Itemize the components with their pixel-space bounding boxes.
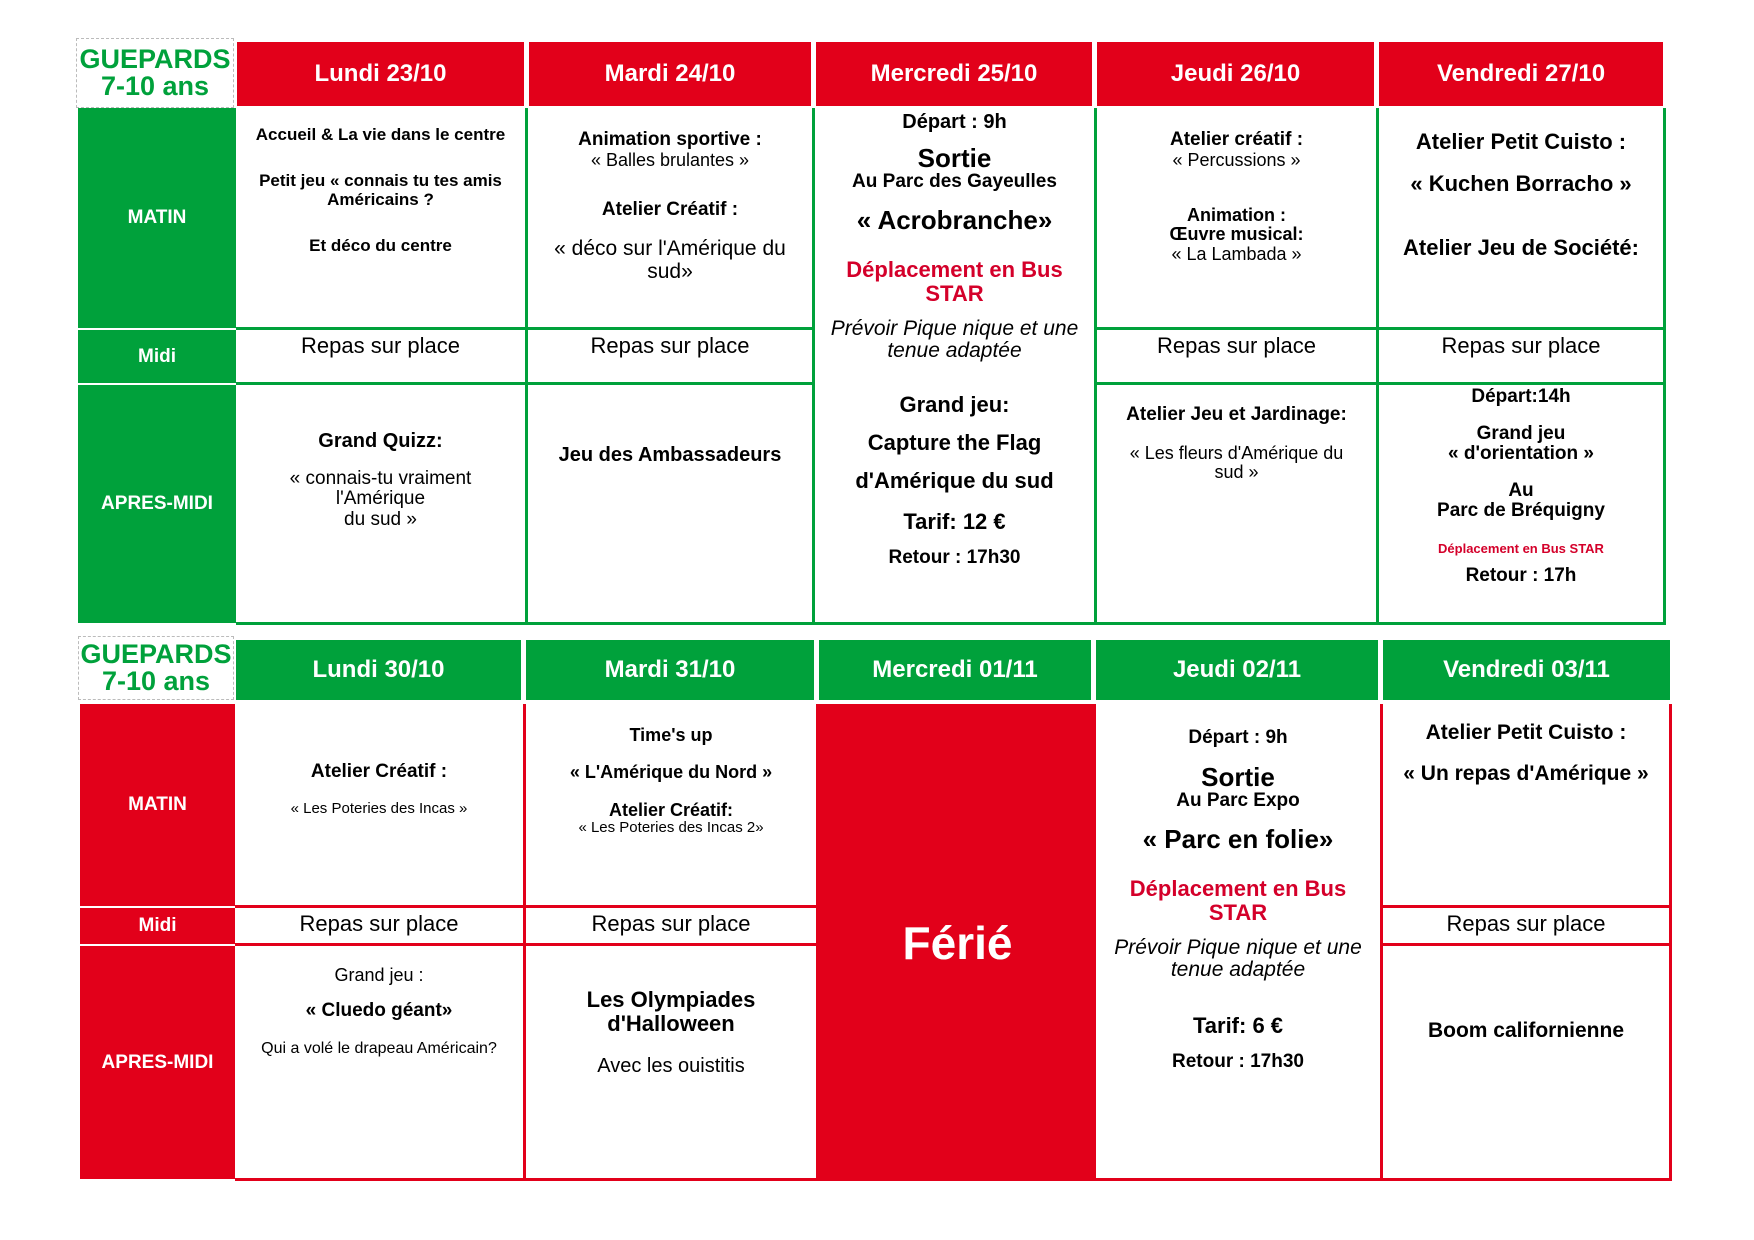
week1-group-ages: 7-10 ans bbox=[100, 71, 210, 101]
week2-tue-midi: Repas sur place bbox=[526, 908, 819, 946]
week1-wed-line: Capture the Flag bbox=[867, 429, 1042, 455]
week1-wed-line: Tarif: 12 € bbox=[903, 509, 1006, 535]
week2-thu-line: STAR bbox=[1208, 899, 1268, 925]
week2-thu-outing bbox=[1096, 704, 1383, 1181]
week2-day-header-wed: Mercredi 01/11 bbox=[819, 640, 1091, 700]
week1-day-header-mon: Lundi 23/10 bbox=[237, 42, 524, 106]
week1-wed-line: Retour : 17h30 bbox=[888, 547, 1021, 569]
week1-thu-apres-midi bbox=[1097, 385, 1379, 625]
week2-group-name: GUEPARDS bbox=[80, 639, 232, 669]
week1-row-label-matin: MATIN bbox=[78, 108, 236, 328]
week2-tue-aprem-line: Les Olympiades bbox=[586, 987, 756, 1012]
week2-mon-apres-midi bbox=[235, 946, 526, 1181]
week1-tue-apres-midi bbox=[528, 385, 815, 625]
week1-wed-line: tenue adaptée bbox=[887, 339, 1022, 363]
week1-wed-line: Départ : 9h bbox=[902, 111, 1007, 133]
week1-fri-apres-midi bbox=[1379, 385, 1666, 625]
week2-mon-matin-line: « Les Poteries des Incas » bbox=[290, 799, 468, 817]
week1-fri-aprem-line: Déplacement en Bus STAR bbox=[1438, 540, 1604, 556]
week1-row-label-midi: Midi bbox=[78, 330, 236, 383]
week1-tue-matin-line: Animation sportive : bbox=[578, 129, 762, 150]
week1-fri-matin bbox=[1379, 108, 1666, 330]
week2-day-header-mon: Lundi 30/10 bbox=[236, 640, 521, 700]
week1-wed-line: Au Parc des Gayeulles bbox=[852, 170, 1057, 192]
week1-wed-line: Grand jeu: bbox=[899, 392, 1010, 418]
week1-fri-aprem-line: Parc de Bréquigny bbox=[1437, 500, 1605, 522]
week1-mon-aprem-line: « connais-tu vraiment l'Amérique bbox=[289, 467, 472, 510]
week1-tue-midi: Repas sur place bbox=[528, 330, 815, 385]
week1-wed-line: « Acrobranche» bbox=[856, 205, 1053, 236]
week2-group-ages: 7-10 ans bbox=[101, 666, 211, 696]
week1-fri-aprem-line: Au bbox=[1508, 479, 1534, 501]
week2-thu-line: Départ : 9h bbox=[1188, 727, 1288, 748]
week1-fri-aprem-line: Retour : 17h bbox=[1465, 564, 1577, 586]
week1-tue-matin-line: sud» bbox=[647, 260, 693, 284]
week1-thu-matin-line: Animation : bbox=[1187, 204, 1286, 225]
week2-mon-matin-line: Atelier Créatif : bbox=[310, 761, 448, 782]
week1-tue-aprem-line: Jeu des Ambassadeurs bbox=[558, 444, 782, 466]
week2-group-title bbox=[78, 636, 234, 700]
week1-row-label-apres-midi: APRES-MIDI bbox=[78, 385, 236, 623]
week2-thu-line: Déplacement en Bus bbox=[1129, 876, 1347, 902]
week1-wed-line: Sortie bbox=[917, 142, 992, 173]
week2-tue-matin-line: Time's up bbox=[629, 725, 713, 745]
week1-thu-matin bbox=[1097, 108, 1379, 330]
week1-mon-aprem-line: du sud » bbox=[344, 508, 417, 530]
week1-day-header-tue: Mardi 24/10 bbox=[529, 42, 811, 106]
week1-thu-matin-line: Œuvre musical: bbox=[1169, 224, 1304, 245]
week1-fri-aprem-line: « d'orientation » bbox=[1448, 443, 1594, 465]
week1-tue-matin-line: « déco sur l'Amérique du bbox=[554, 237, 786, 261]
week1-mon-apres-midi bbox=[236, 385, 528, 625]
week2-tue-aprem-line: d'Halloween bbox=[607, 1010, 735, 1036]
week1-group-name: GUEPARDS bbox=[79, 44, 231, 74]
week2-mon-aprem-line: Qui a volé le drapeau Américain? bbox=[261, 1039, 497, 1057]
week2-tue-matin-line: Atelier Créatif: bbox=[608, 799, 734, 820]
week1-tue-matin-line: Atelier Créatif : bbox=[601, 198, 739, 220]
week2-mon-aprem-line: « Cluedo géant» bbox=[305, 1000, 453, 1022]
week2-thu-line: Sortie bbox=[1201, 761, 1275, 792]
week2-mon-matin bbox=[235, 704, 526, 908]
week1-group-title bbox=[76, 38, 234, 108]
week2-wed-ferie: Férié bbox=[819, 704, 1096, 1181]
week1-mon-aprem-line: Grand Quizz: bbox=[318, 430, 443, 452]
week1-fri-matin-line: Atelier Jeu de Société: bbox=[1403, 234, 1639, 260]
week1-fri-matin-line: Atelier Petit Cuisto : bbox=[1415, 129, 1627, 154]
week2-row-label-apres-midi: APRES-MIDI bbox=[80, 946, 235, 1179]
week2-tue-matin-line: « L'Amérique du Nord » bbox=[569, 762, 773, 783]
week2-mon-aprem-line: Grand jeu : bbox=[334, 965, 424, 985]
week2-row-label-matin: MATIN bbox=[80, 704, 235, 906]
week1-thu-matin-line: Atelier créatif : bbox=[1169, 129, 1304, 150]
week1-tue-matin-line: « Balles brulantes » bbox=[590, 149, 750, 170]
week1-thu-matin-line: « Percussions » bbox=[1172, 149, 1301, 170]
week1-mon-matin-line: Petit jeu « connais tu tes amis bbox=[259, 171, 502, 191]
week1-mon-matin-line: Accueil & La vie dans le centre bbox=[255, 125, 506, 144]
week2-fri-aprem-line: Boom californienne bbox=[1427, 1019, 1625, 1042]
week2-fri-matin bbox=[1383, 704, 1672, 908]
week1-day-header-thu: Jeudi 26/10 bbox=[1097, 42, 1374, 106]
week1-fri-matin-line: « Kuchen Borracho » bbox=[1410, 170, 1632, 196]
week1-wed-line: Déplacement en Bus bbox=[846, 257, 1063, 283]
week2-mon-midi: Repas sur place bbox=[235, 908, 526, 946]
week1-mon-matin-line: Américains ? bbox=[327, 189, 434, 209]
week1-fri-aprem-line: Grand jeu bbox=[1476, 422, 1566, 444]
week2-tue-matin-line: « Les Poteries des Incas 2» bbox=[578, 819, 764, 837]
week2-thu-line: « Parc en folie» bbox=[1142, 824, 1334, 855]
week1-fri-midi: Repas sur place bbox=[1379, 330, 1666, 385]
week1-thu-aprem-line: Atelier Jeu et Jardinage: bbox=[1126, 404, 1347, 425]
week2-fri-apres-midi bbox=[1383, 946, 1672, 1181]
week1-wed-line: Prévoir Pique nique et une bbox=[830, 316, 1079, 340]
week2-tue-matin bbox=[526, 704, 819, 908]
week1-wed-line: d'Amérique du sud bbox=[855, 467, 1054, 493]
week2-tue-aprem-line: Avec les ouistitis bbox=[597, 1054, 745, 1077]
week1-fri-aprem-line: Départ:14h bbox=[1471, 386, 1571, 407]
week1-mon-matin bbox=[236, 108, 528, 330]
week2-fri-matin-line: « Un repas d'Amérique » bbox=[1403, 761, 1649, 785]
week1-thu-aprem-line: sud » bbox=[1214, 461, 1259, 482]
week2-day-header-fri: Vendredi 03/11 bbox=[1383, 640, 1670, 700]
week1-thu-matin-line: « La Lambada » bbox=[1171, 243, 1302, 264]
week2-thu-line: tenue adaptée bbox=[1170, 958, 1306, 982]
week1-tue-matin bbox=[528, 108, 815, 330]
week2-thu-line: Prévoir Pique nique et une bbox=[1114, 935, 1362, 959]
week2-day-header-tue: Mardi 31/10 bbox=[526, 640, 814, 700]
week1-mon-midi: Repas sur place bbox=[236, 330, 528, 385]
week1-thu-aprem-line: « Les fleurs d'Amérique du bbox=[1129, 442, 1344, 463]
week2-fri-matin-line: Atelier Petit Cuisto : bbox=[1425, 721, 1627, 744]
week1-day-header-fri: Vendredi 27/10 bbox=[1379, 42, 1663, 106]
week1-wed-line: STAR bbox=[925, 281, 984, 307]
week1-day-header-wed: Mercredi 25/10 bbox=[816, 42, 1092, 106]
week2-thu-line: Au Parc Expo bbox=[1176, 789, 1300, 811]
week2-row-label-midi: Midi bbox=[80, 908, 235, 944]
week1-mon-matin-line: Et déco du centre bbox=[309, 236, 452, 256]
week2-thu-line: Retour : 17h30 bbox=[1172, 1050, 1304, 1072]
week1-wed-outing bbox=[815, 108, 1097, 625]
week2-day-header-thu: Jeudi 02/11 bbox=[1096, 640, 1378, 700]
week2-tue-apres-midi bbox=[526, 946, 819, 1181]
week1-thu-midi: Repas sur place bbox=[1097, 330, 1379, 385]
week2-thu-line: Tarif: 6 € bbox=[1192, 1013, 1284, 1039]
week2-fri-midi: Repas sur place bbox=[1383, 908, 1672, 946]
